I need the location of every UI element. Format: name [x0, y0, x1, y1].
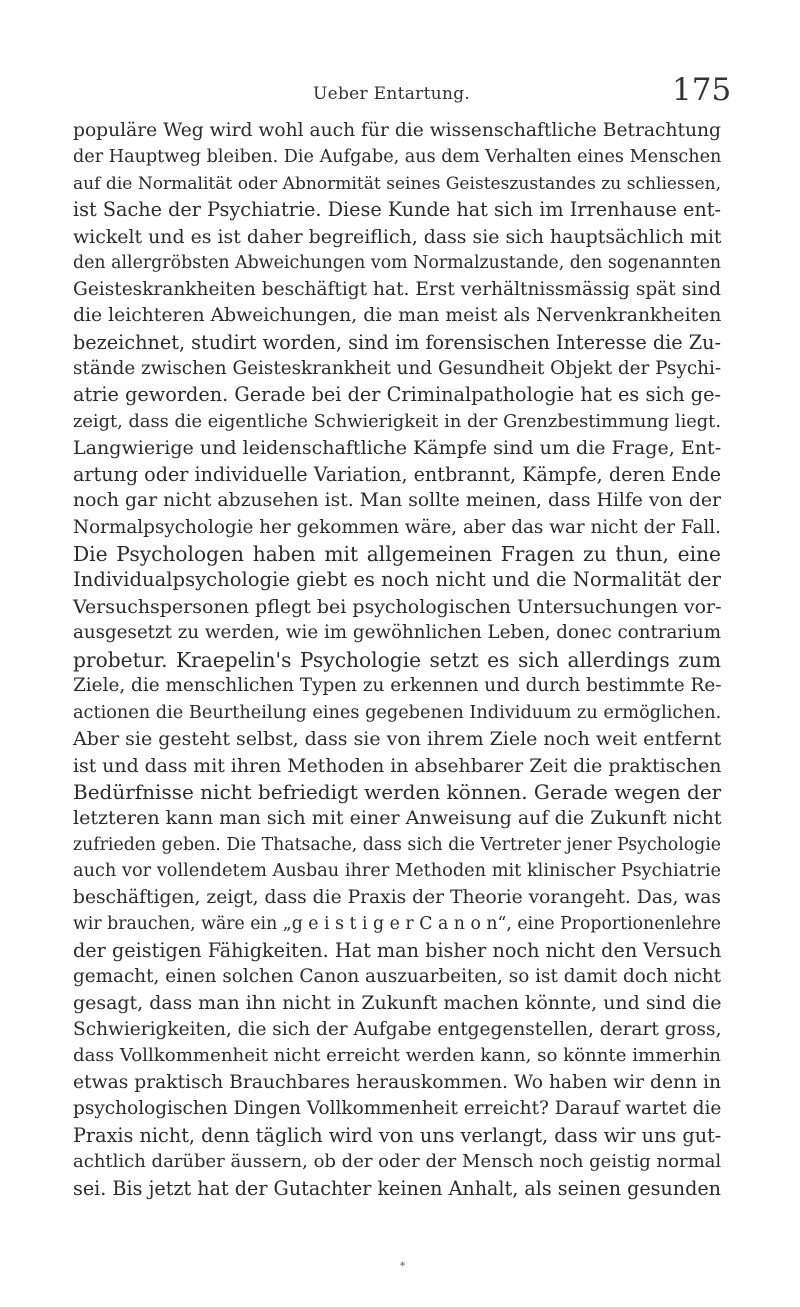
page-number: 175	[672, 72, 732, 108]
text-line: auch vor vollendetem Ausbau ihrer Methoden mit klinischer Psychiatrie	[73, 861, 721, 882]
text-line: beschäftigen, zeigt, dass die Praxis der Theorie vorangeht. Das, was	[73, 886, 721, 908]
text-line: achtlich darüber äussern, ob der oder der Mensch noch geistig normal	[73, 1151, 722, 1173]
text-line: sei. Bis jetzt hat der Gutachter keinen Anhalt, als seinen gesunden	[73, 1176, 721, 1200]
text-line: artung oder individuelle Variation, entbrannt, Kämpfe, deren Ende	[73, 462, 722, 486]
text-line: Geisteskrankheiten beschäftigt hat. Erst verhältnissmässig spät sind	[73, 278, 721, 300]
text-line: Versuchspersonen pflegt bei psychologischen Untersuchungen vor-	[73, 595, 722, 618]
text-line: stände zwischen Geisteskrankheit und Gesundheit Objekt der Psychi-	[73, 357, 722, 379]
text-line: gemacht, einen solchen Canon auszuarbeiten, so ist damit doch nicht	[73, 966, 721, 987]
body-paragraph	[73, 118, 721, 1202]
signature-mark: *	[400, 1261, 405, 1272]
text-line: etwas praktisch Brauchbares herauskommen. Wo haben wir denn in	[73, 1071, 722, 1093]
text-line: psychologischen Dingen Vollkommenheit erreicht? Darauf wartet die	[73, 1098, 722, 1120]
text-line: der geistigen Fähigkeiten. Hat man bisher noch nicht den Versuch	[73, 938, 722, 962]
text-line: ist Sache der Psychiatrie. Diese Kunde hat sich im Irrenhause ent-	[73, 198, 721, 222]
text-line: Langwierige und leidenschaftliche Kämpfe sind um die Frage, Ent-	[73, 437, 722, 460]
text-line: ist und dass mit ihren Methoden in absehbarer Zeit die praktischen	[73, 754, 722, 777]
text-line: Schwierigkeiten, die sich der Aufgabe entgegenstellen, derart gross,	[73, 1018, 722, 1040]
text-line: Aber sie gesteht selbst, dass sie von ihrem Ziele noch weit entfernt	[73, 728, 722, 751]
text-line: Bedürfnisse nicht befriedigt werden können. Gerade wegen der	[73, 779, 722, 804]
running-head-title: Ueber Entartung.	[313, 84, 471, 104]
text-line: Praxis nicht, denn täglich wird von uns verlangt, dass wir uns gut-	[73, 1123, 722, 1147]
text-line: der Hauptweg bleiben. Die Aufgabe, aus dem Verhalten eines Menschen	[73, 147, 722, 168]
text-line: Individualpsychologie giebt es noch nicht und die Normalität der	[73, 568, 721, 592]
text-line: populäre Weg wird wohl auch für die wissenschaftliche Betrachtung	[73, 120, 721, 141]
text-line: auf die Normalität oder Abnormität seines Geisteszustandes zu schliessen,	[73, 173, 721, 194]
text-line: Die Psychologen haben mit allgemeinen Fragen zu thun, eine	[73, 542, 721, 566]
text-line: wir brauchen, wäre ein „g e i s t i g e r C a n o n“, eine Proportionenlehre	[73, 914, 721, 935]
text-line: atrie geworden. Gerade bei der Criminalpathologie hat es sich ge-	[73, 383, 721, 407]
text-line: ausgesetzt zu werden, wie im gewöhnlichen Leben, donec contrarium	[73, 622, 722, 644]
text-line: den allergröbsten Abweichungen vom Normalzustande, den sogenannten	[73, 253, 722, 274]
text-line: probetur. Kraepelin's Psychologie setzt es sich allerdings zum	[73, 647, 721, 672]
text-line: actionen die Beurtheilung eines gegebenen Individuum zu ermöglichen.	[73, 702, 722, 723]
text-line: zufrieden geben. Die Thatsache, dass sich die Vertreter jener Psychologie	[73, 834, 721, 855]
text-line: die leichteren Abweichungen, die man meist als Nervenkrankheiten	[73, 305, 722, 327]
text-line: letzteren kann man sich mit einer Anweisung auf die Zukunft nicht	[73, 807, 722, 830]
text-line: dass Vollkommenheit nicht erreicht werden kann, so könnte immerhin	[73, 1045, 721, 1067]
text-line: wickelt und es ist daher begreiflich, dass sie sich hauptsächlich mit	[73, 225, 722, 248]
text-line: Ziele, die menschlichen Typen zu erkennen und durch bestimmte Re-	[73, 675, 722, 697]
text-line: zeigt, dass die eigentliche Schwierigkeit in der Grenzbestimmung liegt.	[73, 410, 721, 432]
text-line: bezeichnet, studirt worden, sind im forensischen Interesse die Zu-	[73, 330, 721, 354]
text-line: gesagt, dass man ihn nicht in Zukunft machen könnte, und sind die	[73, 992, 722, 1015]
text-line: noch gar nicht abzusehen ist. Man sollte meinen, dass Hilfe von der	[73, 490, 721, 512]
text-line: Normalpsychologie her gekommen wäre, aber das war nicht der Fall.	[73, 516, 721, 538]
